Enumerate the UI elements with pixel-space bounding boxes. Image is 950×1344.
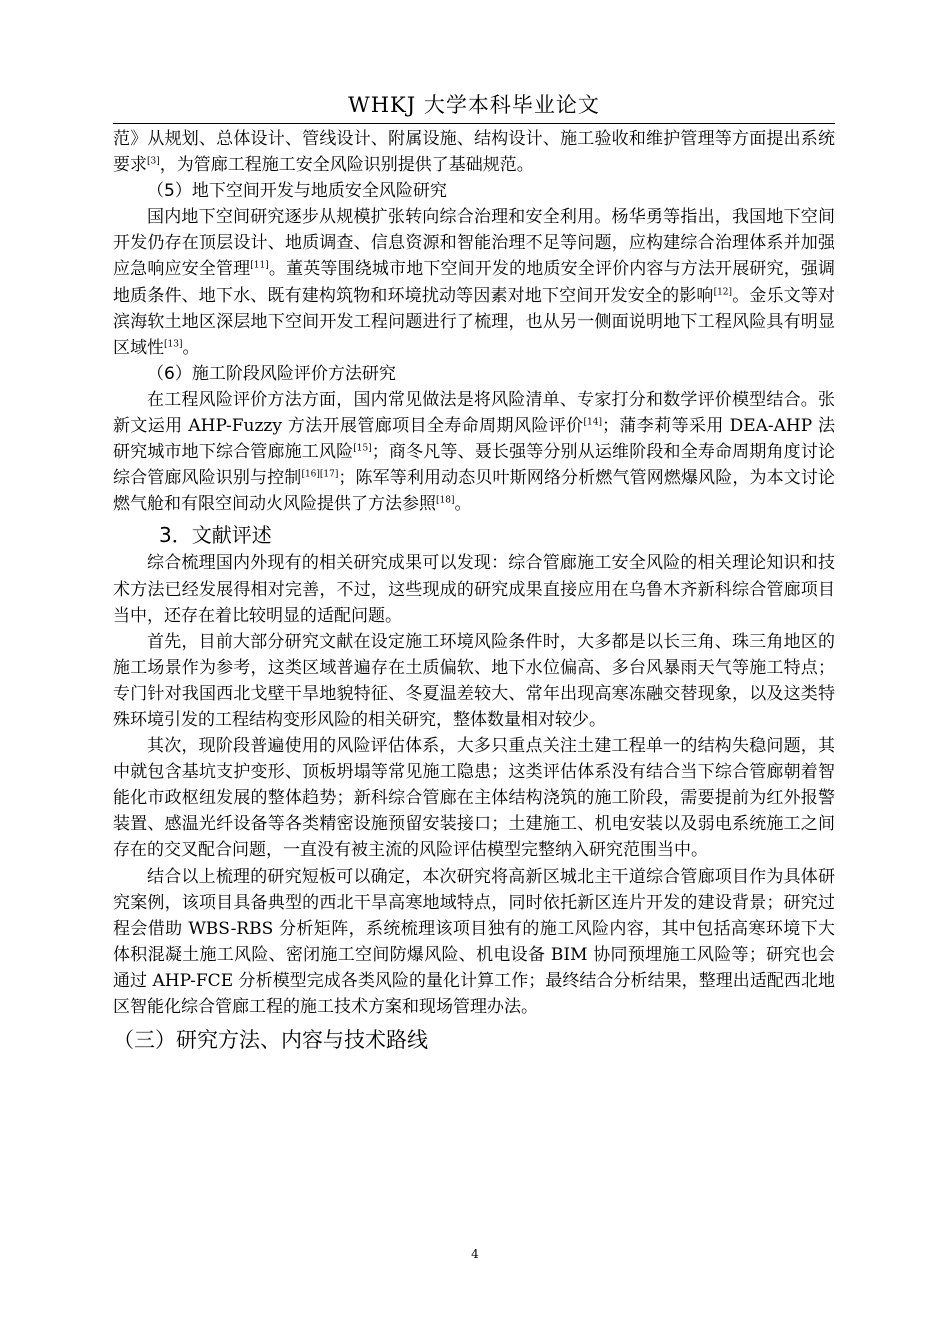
citation: [14] xyxy=(583,417,603,428)
chapter-heading-methods: （三）研究方法、内容与技术路线 xyxy=(113,1028,428,1053)
page-number: 4 xyxy=(471,1247,479,1261)
citation: [18] xyxy=(436,495,455,506)
paragraph-text: ；蒲李莉等采用 DEA-AHP 法研究城市地下综合管廊施工风险 xyxy=(113,416,835,463)
paragraph-continued-standard xyxy=(113,126,835,178)
section-heading-literature-review: 3．文献评述 xyxy=(159,523,272,548)
paragraph-text: ；陈军等利用动态贝叶斯网络分析燃气管网燃爆风险，为本文讨论燃气舱和有限空间动火风险提供了方法参照 xyxy=(113,468,836,515)
citation: [13] xyxy=(164,339,183,350)
paragraph-text: 范》从规划、总体设计、管线设计、附属设施、结构设计、施工验收和维护管理等方面提出系统要求 xyxy=(113,129,835,176)
paragraph-risk-methods xyxy=(113,387,835,517)
paragraph-text: 。金乐文等对滨海软土地区深层地下空间开发工程问题进行了梳理，也从另一侧面说明地下工程风险具有明显区域性 xyxy=(113,285,836,358)
paragraph-review-conclusion: 结合以上梳理的研究短板可以确定，本次研究将高新区城北主干道综合管廊项目作为具体研究案例，该项目具备典型的西北干旱高寒地域特点，同时依托新区连片开发的建设背景；研究过程会借助 WBS-RBS 分析矩阵，系统梳理该项目独有的施工风险内容，其中包括高寒环境下大体积混凝土施工风险、密闭施工空间防爆风险、机电设备 BIM 协同预埋施工风险等；研究也会通过 AHP-FCE 分析模型完成各类风险的量化计算工作；最终结合分析结果，整理出适配西北地区智能化综合管廊工程的施工技术方案和现场管理办法。 xyxy=(113,866,835,1017)
paragraph-text: 在工程风险评价方法方面，国内常见做法是将风险清单、专家打分和数学评价模型结合。张新文运用 AHP-Fuzzy 方法开展管廊项目全寿命周期风险评价 xyxy=(113,389,835,437)
paragraph-text: ；商冬凡等、聂长强等分别从运维阶段和全寿命周期角度讨论综合管廊风险识别与控制 xyxy=(113,442,835,489)
paragraph-text: 。董英等围绕城市地下空间开发的地质安全评价内容与方法开展研究，强调地质条件、地下水、既有建构筑物和环境扰动等因素对地下空间开发安全的影响 xyxy=(113,259,836,306)
subsection-heading-6: （6）施工阶段风险评价方法研究 xyxy=(147,363,396,384)
subsection-heading-5: （5）地下空间开发与地质安全风险研究 xyxy=(147,181,447,202)
citation: [3] xyxy=(147,156,160,167)
citation: [12] xyxy=(713,286,733,297)
paragraph-underground-space xyxy=(113,204,835,361)
paragraph-text: 。 xyxy=(454,494,472,515)
page-header-title: WHKJ 大学本科毕业论文 xyxy=(348,93,600,117)
citation: [16][17] xyxy=(301,469,339,480)
citation: [11] xyxy=(250,260,269,271)
header-rule xyxy=(113,123,835,124)
paragraph-review-first: 首先，目前大部分研究文献在设定施工环境风险条件时，大多都是以长三角、珠三角地区的施工场景作为参考，这类区域普遍存在土质偏软、地下水位偏高、多台风暴雨天气等施工特点；专门针对我国西北戈壁干旱地貌特征、冬夏温差较大、常年出现高寒冻融交替现象，以及这类特殊环境引发的工程结构变形风险的相关研究，整体数量相对较少。 xyxy=(113,631,835,730)
paragraph-text: 国内地下空间研究逐步从规模扩张转向综合治理和安全利用。杨华勇等指出，我国地下空间开发仍存在顶层设计、地质调查、信息资源和智能治理不足等问题，应构建综合治理体系并加强应急响应安全管理 xyxy=(113,207,835,280)
paragraph-review-second: 其次，现阶段普遍使用的风险评估体系，大多只重点关注土建工程单一的结构失稳问题，其中就包含基坑支护变形、顶板坍塌等常见施工隐患；这类评估体系没有结合当下综合管廊朝着智能化市政枢纽发展的整体趋势；新科综合管廊在主体结构浇筑的施工阶段，需要提前为红外报警装置、感温光纤设备等各类精密设施预留安装接口；土建施工、机电安装以及弱电系统施工之间存在的交叉配合问题，一直没有被主流的风险评估模型完整纳入研究范围当中。 xyxy=(113,736,835,861)
paragraph-text: ，为管廊工程施工安全风险识别提供了基础规范。 xyxy=(159,155,534,176)
page-body xyxy=(113,126,835,1056)
paragraph-text: 。 xyxy=(182,337,200,358)
citation: [15] xyxy=(353,443,372,454)
paragraph-review-summary: 综合梳理国内外现有的相关研究成果可以发现：综合管廊施工安全风险的相关理论知识和技术方法已经发展得相对完善，不过，这些现成的研究成果直接应用在乌鲁木齐新科综合管廊项目当中，还存在着比较明显的适配问题。 xyxy=(113,553,835,626)
